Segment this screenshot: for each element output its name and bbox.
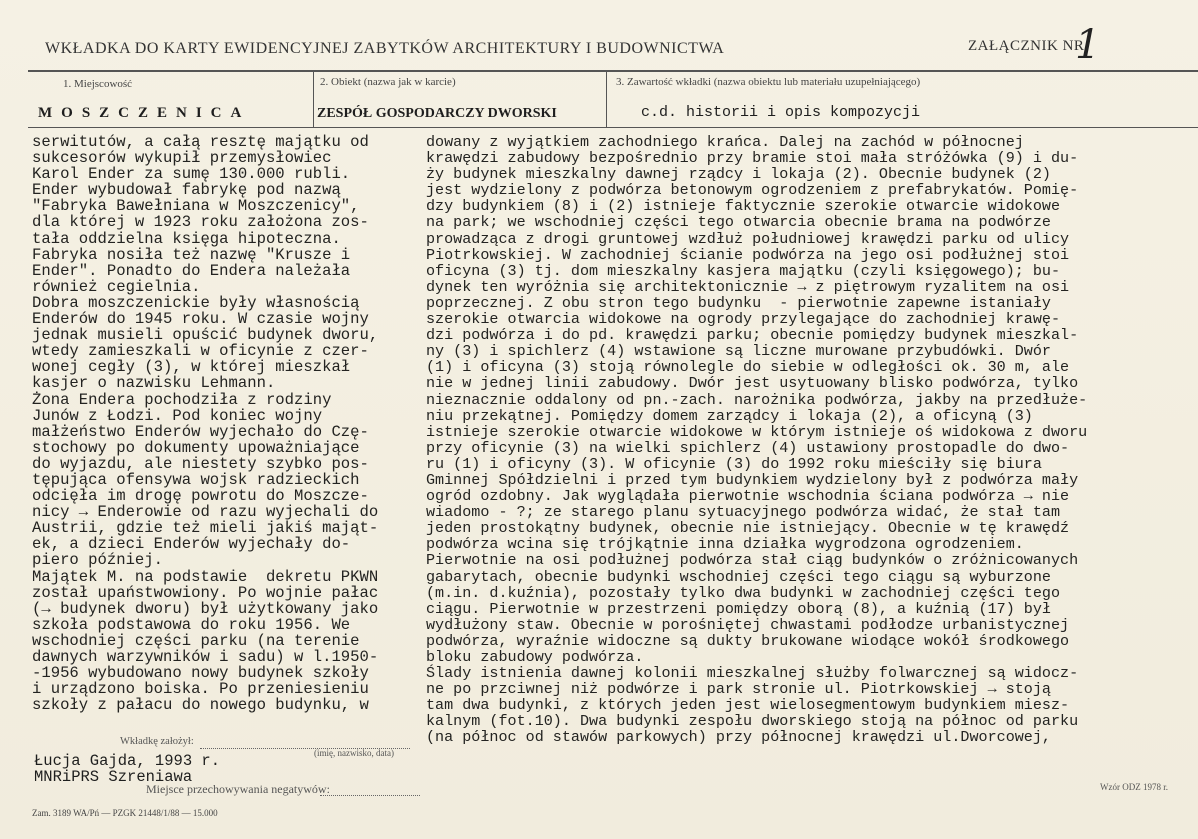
right-text-line: ru (1) i oficyny (3). W oficynie (3) do 1992 roku mieściły się biura: [426, 454, 1042, 473]
right-text-line: przy oficynie (3) na wielki spichlerz (4) ustawiony prostopadle do dwo-: [426, 438, 1070, 457]
left-text-line: i urządzono boiska. Po przeniesieniu: [32, 680, 369, 699]
right-text-line: (1) i oficyna (3) stoją równolegle do siebie w odległości ok. 30 m, ale: [426, 358, 1070, 377]
object-label: 2. Obiekt (nazwa jak w karcie): [320, 76, 456, 88]
author-line: [200, 748, 410, 749]
right-text-line: dzy budynkiem (8) i (2) istnieje faktycznie szerokie otwarcie widokowe: [426, 197, 1061, 216]
field-divider-2: [606, 70, 607, 128]
form-code: Wzór ODZ 1978 r.: [1100, 782, 1168, 792]
right-text-line: gabarytach, obecnie budynki wschodniej części tego ciągu są wyburzone: [426, 567, 1051, 586]
left-text-line: odcięła im drogę powrotu do Moszcze-: [32, 487, 369, 506]
place-value: MOSZCZENICA: [38, 105, 251, 121]
right-text-line: istnieje szerokie otwarcie widokowe w którym istnieje oś widokowa z dworu: [426, 422, 1088, 441]
right-text-line: prowadząca z drogi gruntowej wzdłuż południowej krawędzi parku od ulicy: [426, 229, 1070, 248]
right-text-line: (na północ od stawów parkowych) przy północnej krawędzi ul.Dworcowej,: [426, 728, 1051, 747]
right-text-line: bloku zabudowy podwórza.: [426, 648, 644, 666]
annex-number: 1: [1075, 22, 1101, 68]
right-text-line: nie w jednej linii zabudowy. Dwór jest usytuowany blisko podwórza, tylko: [426, 374, 1079, 393]
form-title: WKŁADKA DO KARTY EWIDENCYJNEJ ZABYTKÓW ARCHITEKTURY I BUDOWNICTWA: [45, 40, 725, 57]
right-text-line: ogród ozdobny. Jak wyglądała pierwotnie wschodnia ściana podwórza → nie: [426, 487, 1070, 506]
left-text-line: dla której w 1923 roku założona zos-: [32, 213, 369, 232]
right-text-line: dzi podwórza i do pd. krawędzi parku; obecnie pomiędzy budynek mieszkal-: [426, 326, 1079, 345]
right-text-line: oficyna (3) tj. dom mieszkalny kasjera majątku (czyli księgowego); bu-: [426, 261, 1061, 280]
storage-value: MNRiPRS Szreniawa: [34, 768, 193, 786]
right-text-line: niu przekątnej. Pomiędzy domem zarządcy i lokaja (2), a oficyną (3): [426, 406, 1033, 425]
right-text-line: jest wydzielony z podwórza betonowym ogrodzeniem z prefabrykatów. Pomię-: [426, 181, 1079, 200]
left-text-line: piero później.: [32, 551, 164, 570]
right-text-line: (m.in. d.kuźnia), pozostały tylko dwa budynki w zachodniej części tego: [426, 583, 1061, 602]
left-text-line: Majątek M. na podstawie dekretu PKWN: [32, 567, 379, 586]
storage-line: [320, 795, 420, 796]
right-text-line: wydłużony staw. Obecnie w porośniętej chwastami podłodze urbanistycznej: [426, 615, 1070, 634]
right-text-line: jeden prostokątny budynek, obecnie nie istniejący. Obecnie w tę krawędź: [426, 519, 1070, 538]
left-text-line: (→ budynek dworu) był użytkowany jako: [32, 599, 379, 618]
left-text-line: kasjer o nazwisku Lehmann.: [32, 374, 276, 393]
left-text-line: Żona Endera pochodziła z rodziny: [32, 390, 332, 409]
right-text-column: [426, 134, 1087, 746]
storage-label: Miejsce przechowywania negatywów:: [146, 782, 330, 796]
right-text-line: tam dwa budynki, z których jeden jest wielosegmentowym budynkiem miesz-: [426, 696, 1070, 715]
left-text-line: stochowy po dokumenty upoważniające: [32, 438, 360, 457]
place-label: 1. Miejscowość: [63, 78, 133, 90]
left-text-line: również cegielnia.: [32, 277, 201, 296]
right-text-line: dowany z wyjątkiem zachodniego krańca. Dalej na zachód w północnej: [426, 133, 1024, 151]
right-text-line: ne po przciwnej niż podwórze i park stronie ul. Piotrkowskiej → stoją: [426, 680, 1051, 699]
left-text-line: -1956 wybudowano nowy budynek szkoły: [32, 664, 369, 683]
right-text-line: ży budynek mieszkalny dawnej rządcy i lokaja (2). Obecnie budynek (2): [426, 165, 1051, 184]
right-text-line: wiadomo - ?; ze starego planu sytuacyjnego podwórza widać, że stał tam: [426, 503, 1061, 522]
right-text-line: na park; we wschodniej części tego otwarcia obecnie brama na podwórze: [426, 213, 1051, 232]
author-hint: (imię, nazwisko, data): [314, 748, 394, 758]
left-text-line: Karol Ender za sumę 130.000 rubli.: [32, 165, 351, 184]
right-text-line: ciągu. Pierwotnie w przestrzeni pomiędzy oborą (8), a kuźnią (17) był: [426, 599, 1051, 618]
left-text-line: ek, a dzieci Enderów wyjechały do-: [32, 535, 351, 554]
right-text-line: Ślady istnienia dawnej kolonii mieszkalnej służby folwarcznej są widocz-: [426, 664, 1079, 683]
right-text-line: szerokie otwarcia widokowe na ogrody przylegające do zachodniej krawę-: [426, 310, 1061, 329]
left-text-column: [32, 134, 378, 713]
right-text-line: krawędzi zabudowy bezpośrednio przy bramie stoi mała stróżówka (9) i du-: [426, 149, 1079, 168]
left-text-line: Ender wybudował fabrykę pod nazwą: [32, 181, 341, 200]
content-value: c.d. historii i opis kompozycji: [641, 104, 921, 121]
right-text-line: Piotrkowskiej. W zachodniej ścianie podwórza na jego osi podłużnej stoi: [426, 245, 1070, 264]
content-label: 3. Zawartość wkładki (nazwa obiektu lub materiału uzupełniającego): [616, 76, 921, 88]
header-rule-top: [28, 70, 1198, 72]
header-rule-bottom: [28, 127, 1198, 128]
right-text-line: poprzecznej. Z obu stron tego budynku - pierwotnie zapewne istaniały: [426, 293, 1051, 312]
left-text-line: szkoła podstawowa do roku 1956. We: [32, 615, 351, 634]
author-label: Wkładkę założył:: [120, 736, 194, 747]
left-text-line: tępująca ofensywa wojsk radzieckich: [32, 470, 360, 489]
left-text-line: nicy → Enderowie od razu wyjechali do: [32, 503, 379, 522]
left-text-line: Fabryka nosiła też nazwę "Krusze i: [32, 245, 351, 264]
left-text-line: małżeństwo Enderów wyjechało do Czę-: [32, 422, 369, 441]
left-text-line: wtedy zamieszkali w oficynie z czer-: [32, 342, 369, 361]
field-divider-1: [313, 70, 314, 128]
left-text-line: Ender". Ponadto do Endera należała: [32, 261, 351, 280]
right-text-line: podwórza wcina się trójkątnie inna działka wygrodzona ogrodzeniem.: [426, 535, 1024, 554]
left-text-line: serwitutów, a całą resztę majątku od: [32, 133, 369, 151]
left-text-line: dawnych warzywników i sadu) w l.1950-: [32, 648, 379, 666]
left-text-line: wschodniej części parku (na terenie: [32, 631, 360, 650]
left-text-line: Dobra moszczenickie były własnością: [32, 293, 360, 312]
right-text-line: ny (3) i spichlerz (4) wstawione są liczne murowane przybudówki. Dwór: [426, 342, 1051, 361]
left-text-line: jednak musieli opuścić budynek dworu,: [32, 326, 379, 345]
object-value: ZESPÓŁ GOSPODARCZY DWORSKI: [317, 106, 557, 121]
left-text-line: "Fabryka Bawełniana w Moszczenicy",: [32, 197, 360, 216]
left-text-line: został upaństwowiony. Po wojnie pałac: [32, 583, 379, 602]
annex-label: ZAŁĄCZNIK NR: [968, 38, 1085, 54]
right-text-line: podwórza, wyraźnie widoczne są dukty brukowane wiodące wokół środkowego: [426, 631, 1070, 650]
left-text-line: do wyjazdu, ale niestety szybko pos-: [32, 454, 369, 473]
right-text-line: nieznacznie oddalony od pn.-zach. narożnika podwórza, jakby na przedłuże-: [426, 390, 1088, 409]
left-text-line: sukcesorów wykupił przemysłowiec: [32, 149, 332, 168]
left-text-line: szkoły z pałacu do nowego budynku, w: [32, 696, 369, 715]
left-text-line: wonej cegły (3), w której mieszkał: [32, 358, 351, 377]
print-info: Zam. 3189 WA/Pń — PZGK 21448/1/88 — 15.000: [32, 808, 218, 818]
left-text-line: tała oddzielna księga hipoteczna.: [32, 229, 341, 248]
left-text-line: Enderów do 1945 roku. W czasie wojny: [32, 310, 369, 329]
right-text-line: dynek ten wyróżnia się architektonicznie → z piętrowym ryzalitem na osi: [426, 277, 1070, 296]
left-text-line: Austrii, gdzie też mieli jakiś mająt-: [32, 519, 379, 538]
left-text-line: Junów z Łodzi. Pod koniec wojny: [32, 406, 323, 425]
right-text-line: Gminnej Spółdzielni i przed tym budynkiem wydzielony był z podwórza mały: [426, 470, 1079, 489]
right-text-line: kalnym (fot.10). Dwa budynki zespołu dworskiego stoją na północ od parku: [426, 712, 1079, 731]
right-text-line: Pierwotnie na osi podłużnej podwórza stał ciąg budynków o zróżnicowanych: [426, 551, 1079, 570]
author-name: Łucja Gajda, 1993 r.: [34, 752, 221, 770]
